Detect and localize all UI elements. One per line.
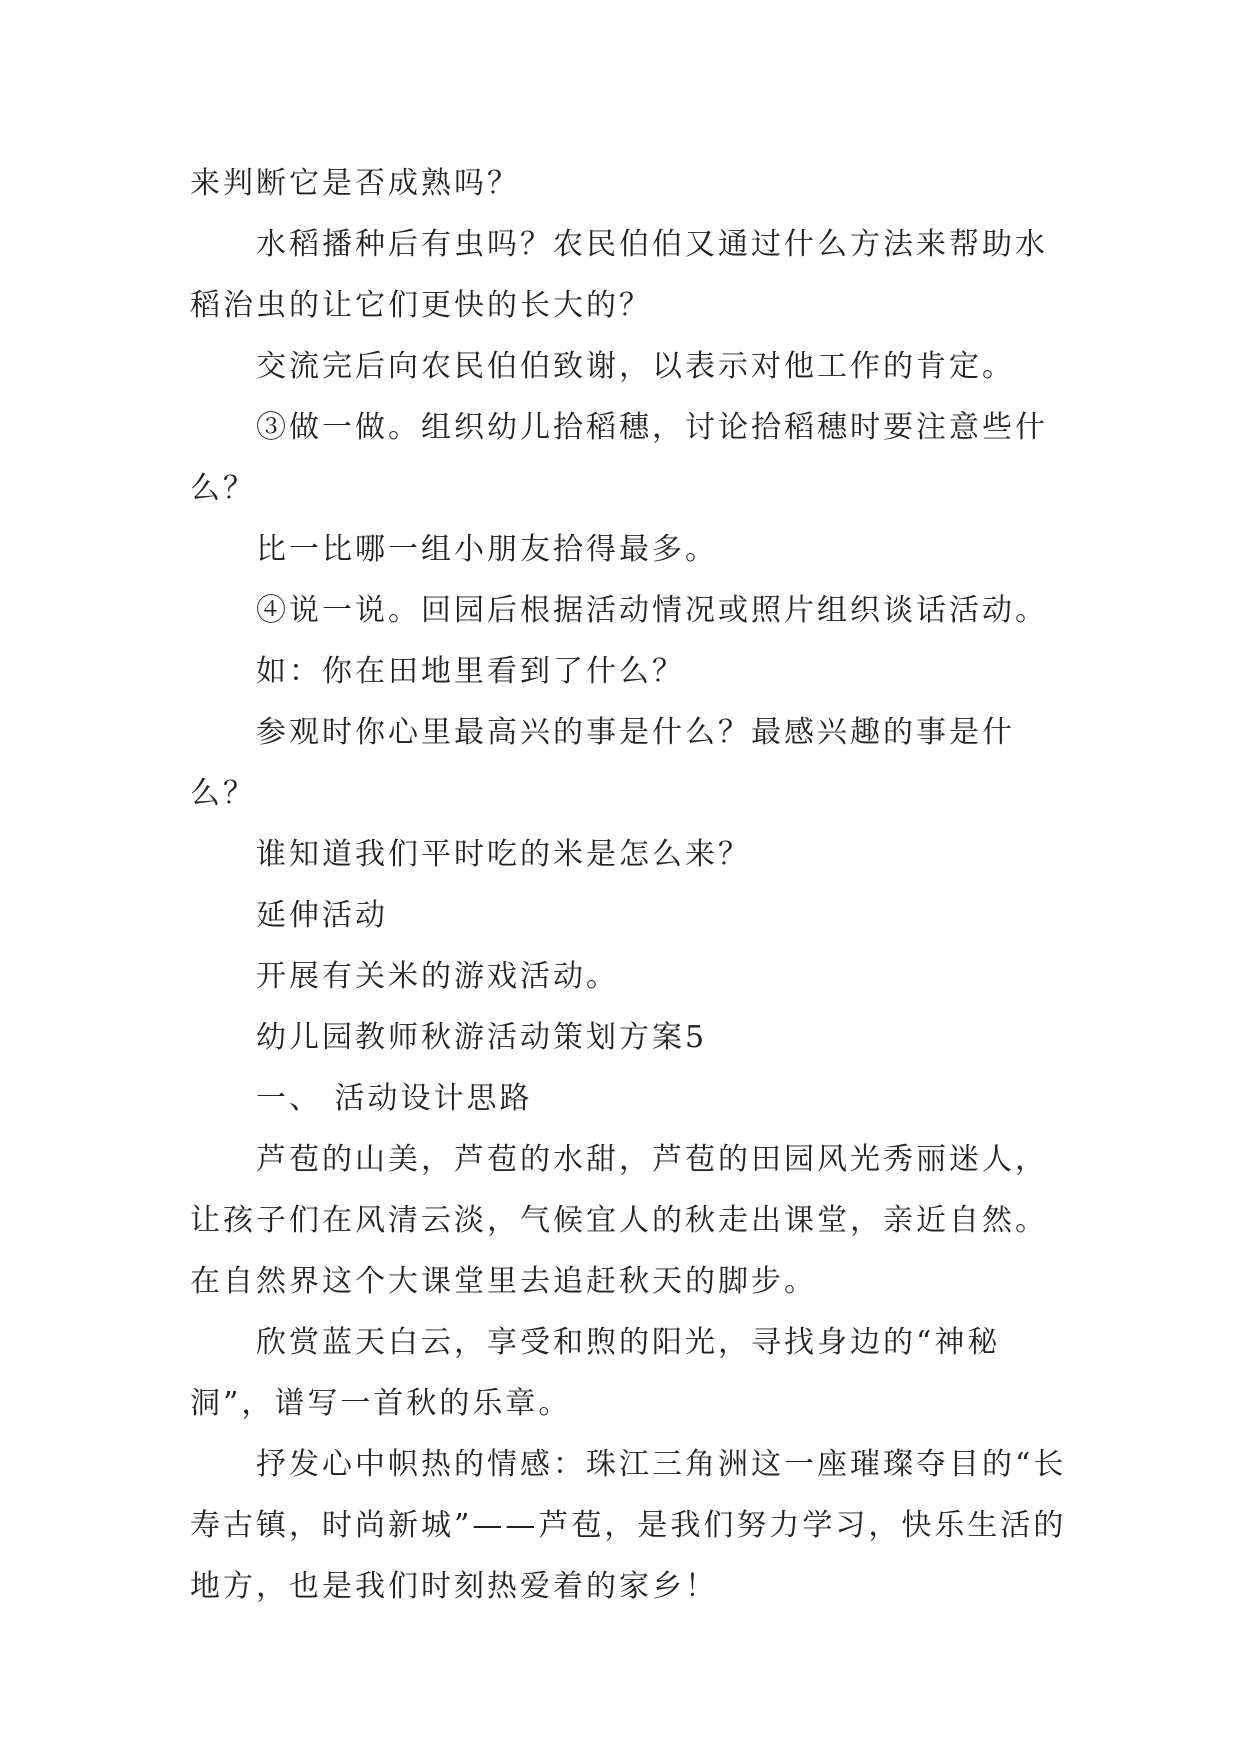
section-heading: 一、 活动设计思路 bbox=[256, 1081, 533, 1116]
paragraph: 抒发心中帜热的情感：珠江三角洲这一座璀璨夺目的“长寿古镇，时尚新城”——芦苞，是我们努力学习，快乐生活的地方，也是我们时刻热爱着的家乡！ bbox=[190, 1447, 1067, 1604]
paragraph: 如：你在田地里看到了什么？ bbox=[256, 654, 685, 689]
plan-title: 幼儿园教师秋游活动策划方案5 bbox=[256, 1020, 708, 1055]
paragraph: 来判断它是否成熟吗？ bbox=[190, 166, 520, 201]
paragraph: 比一比哪一组小朋友拾得最多。 bbox=[256, 532, 718, 567]
paragraph: ④说一说。回园后根据活动情况或照片组织谈话活动。 bbox=[256, 593, 1048, 628]
paragraph: ③做一做。组织幼儿拾稻穗，讨论拾稻穗时要注意些什么？ bbox=[190, 410, 1048, 506]
paragraph: 水稻播种后有虫吗？农民伯伯又通过什么方法来帮助水稻治虫的让它们更快的长大的？ bbox=[190, 227, 1048, 323]
document-body bbox=[190, 153, 1070, 1617]
paragraph: 参观时你心里最高兴的事是什么？最感兴趣的事是什么？ bbox=[190, 715, 1015, 811]
paragraph: 芦苞的山美，芦苞的水甜，芦苞的田园风光秀丽迷人，让孩子们在风清云淡，气候宜人的秋走出课堂，亲近自然。在自然界这个大课堂里去追赶秋天的脚步。 bbox=[190, 1142, 1048, 1299]
paragraph: 谁知道我们平时吃的米是怎么来？ bbox=[256, 837, 751, 872]
section-heading: 延伸活动 bbox=[256, 898, 388, 933]
paragraph: 欣赏蓝天白云，享受和煦的阳光，寻找身边的“神秘洞”，谱写一首秋的乐章。 bbox=[190, 1325, 1001, 1421]
paragraph: 开展有关米的游戏活动。 bbox=[256, 959, 619, 994]
paragraph: 交流完后向农民伯伯致谢，以表示对他工作的肯定。 bbox=[256, 349, 1015, 384]
